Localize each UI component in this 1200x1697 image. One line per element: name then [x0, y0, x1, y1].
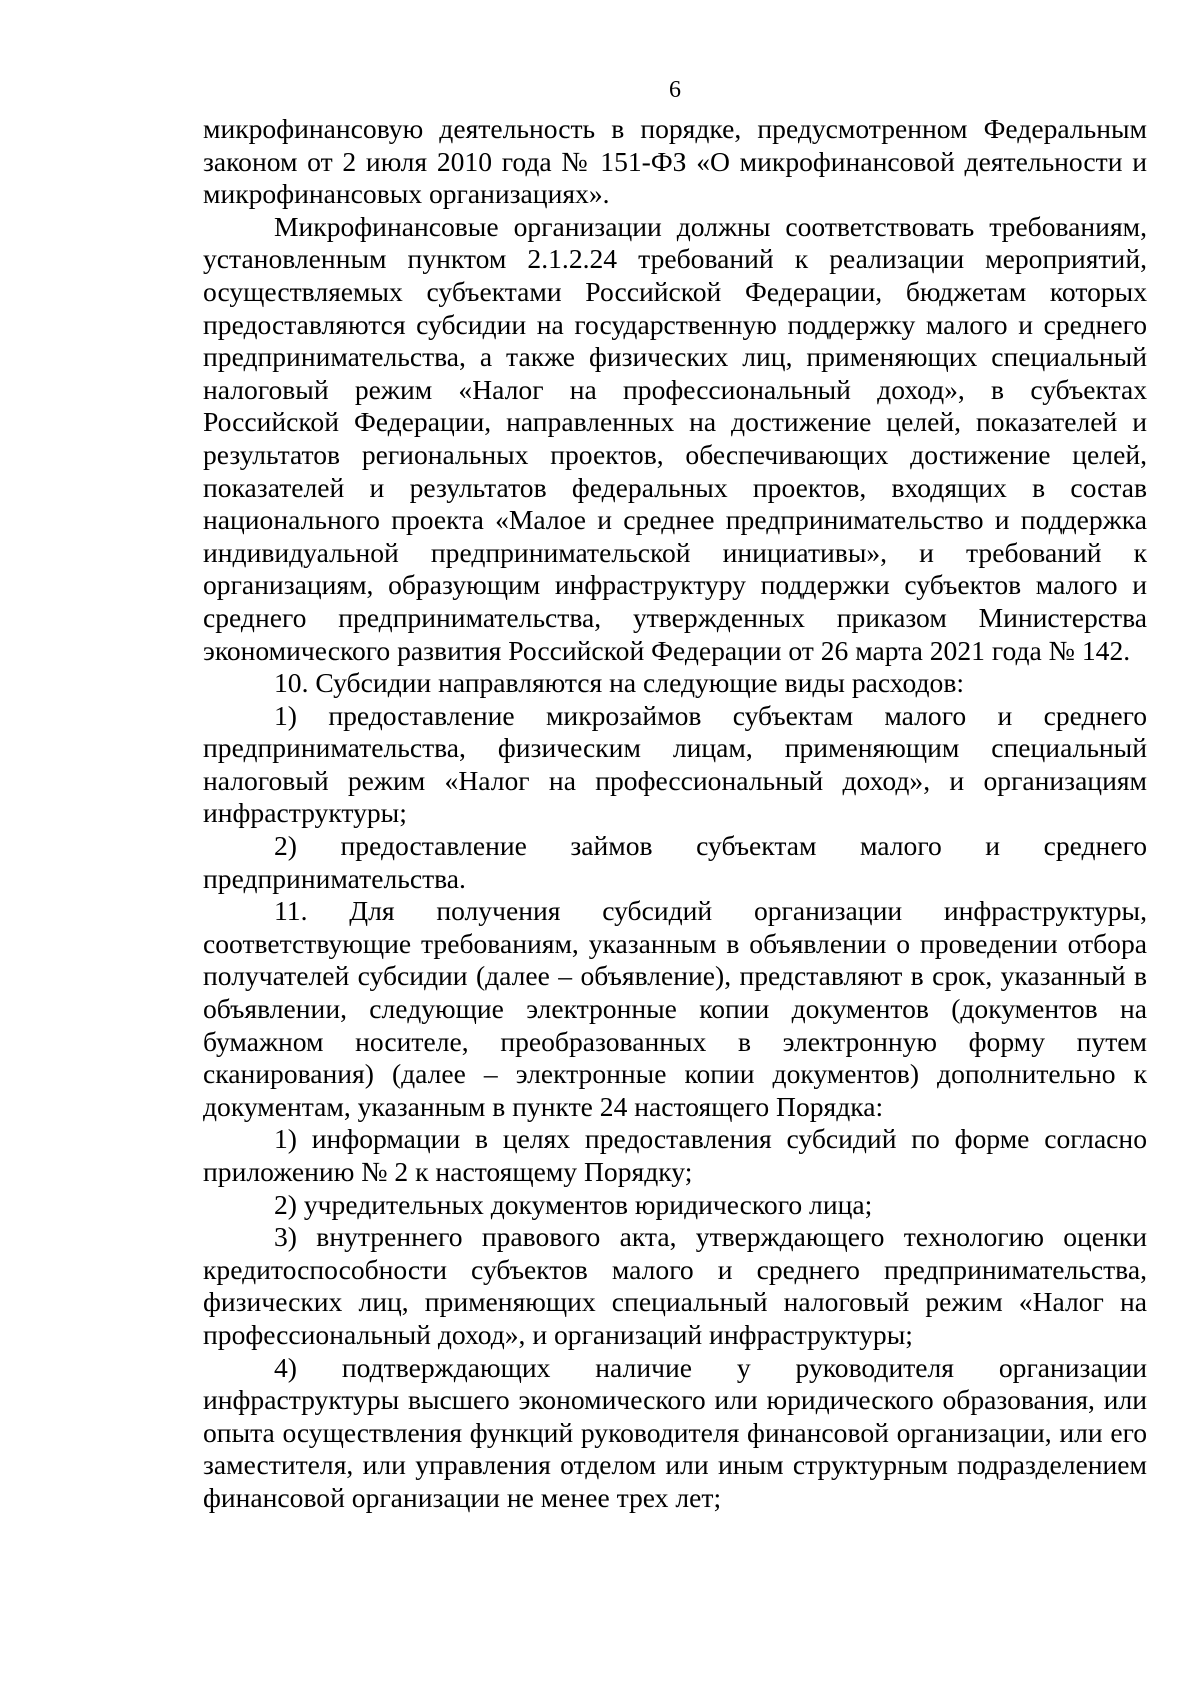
paragraph-item-11-4: 4) подтверждающих наличие у руководителя организации инфраструктуры высшего экономического или юридического образования, или опыта осуществления функций руководителя финансовой организации, или его заместителя, или управления отделом или иным структурным подразделением финансовой организации не менее трех лет;: [203, 1351, 1147, 1513]
paragraph-item-11-3: 3) внутреннего правового акта, утверждающего технологию оценки кредитоспособности субъектов малого и среднего предпринимательства, физических лиц, применяющих специальный налоговый режим «Налог на профессиональный доход», и организаций инфраструктуры;: [203, 1221, 1147, 1350]
paragraph-item-11-1: 1) информации в целях предоставления субсидий по форме согласно приложению № 2 к настоящему Порядку;: [203, 1123, 1147, 1187]
document-body: [203, 113, 1147, 1515]
paragraph-item-10: 10. Субсидии направляются на следующие виды расходов:: [274, 667, 965, 699]
paragraph-continuation: микрофинансовую деятельность в порядке, предусмотренном Федеральным законом от 2 июля 2010 года № 151-ФЗ «О микрофинансовой деятельности и микрофинансовых организациях».: [203, 113, 1147, 210]
paragraph-requirements: Микрофинансовые организации должны соответствовать требованиям, установленным пунктом 2.1.2.24 требований к реализации мероприятий, осуществляемых субъектами Российской Федерации, бюджетам которых предоставляются субсидии на государственную поддержку малого и среднего предпринимательства, а также физических лиц, применяющих специальный налоговый режим «Налог на профессиональный доход», в субъектах Российской Федерации, направленных на достижение целей, показателей и результатов региональных проектов, обеспечивающих достижение целей, показателей и результатов федеральных проектов, входящих в состав национального проекта «Малое и среднее предпринимательство и поддержка индивидуальной предпринимательской инициативы», и требований к организациям, образующим инфраструктуру поддержки субъектов малого и среднего предпринимательства, утвержденных приказом Министерства экономического развития Российской Федерации от 26 марта 2021 года № 142.: [203, 210, 1147, 666]
paragraph-item-10-1: 1) предоставление микрозаймов субъектам малого и среднего предпринимательства, физическим лицам, применяющим специальный налоговый режим «Налог на профессиональный доход», и организациям инфраструктуры;: [203, 699, 1147, 829]
paragraph-item-11-2: 2) учредительных документов юридического лица;: [274, 1188, 873, 1220]
paragraph-item-11: 11. Для получения субсидий организации инфраструктуры, соответствующие требованиям, указанным в объявлении о проведении отбора получателей субсидии (далее – объявление), представляют в срок, указанный в объявлении, следующие электронные копии документов (документов на бумажном носителе, преобразованных в электронную форму путем сканирования) (далее – электронные копии документов) дополнительно к документам, указанным в пункте 24 настоящего Порядка:: [203, 895, 1147, 1122]
paragraph-item-10-2: 2) предоставление займов субъектам малого и среднего предпринимательства.: [203, 830, 1147, 894]
page-number: 6: [669, 77, 681, 103]
